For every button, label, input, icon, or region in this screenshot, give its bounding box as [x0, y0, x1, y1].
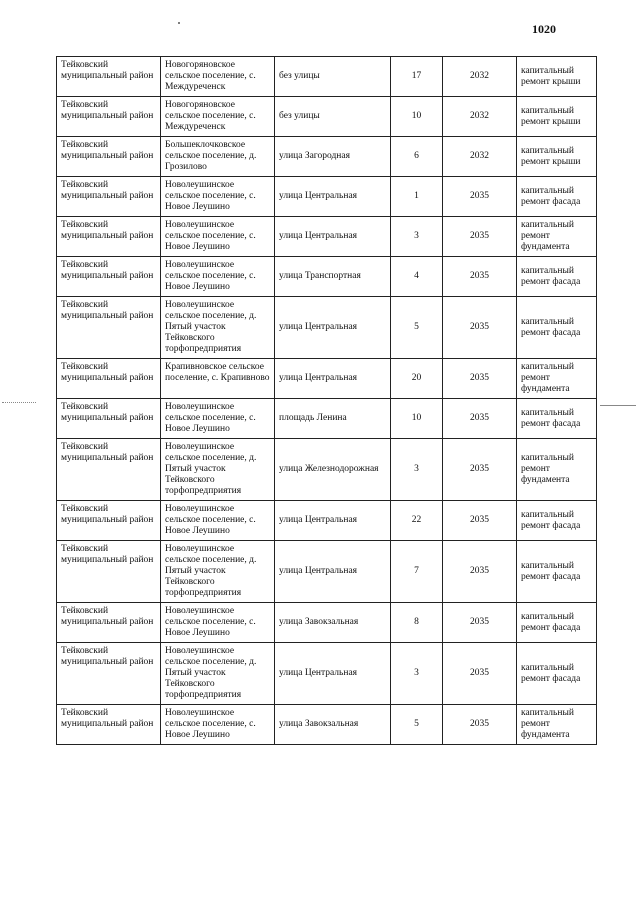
settlement-cell: Новолеушинское сельское поселение, с. Новое Леушино — [161, 217, 275, 257]
street-cell: улица Загородная — [275, 137, 391, 177]
year-cell: 2035 — [443, 705, 517, 745]
scan-margin-mark-left — [2, 402, 36, 403]
table-row — [57, 643, 597, 705]
year-cell: 2032 — [443, 137, 517, 177]
work-type-cell: капитальный ремонт фундамента — [517, 705, 597, 745]
building-count-cell: 1 — [391, 177, 443, 217]
table-row — [57, 399, 597, 439]
year-cell: 2035 — [443, 439, 517, 501]
work-type-cell: капитальный ремонт фасада — [517, 257, 597, 297]
year-cell: 2035 — [443, 643, 517, 705]
settlement-cell: Новолеушинское сельское поселение, с. Новое Леушино — [161, 603, 275, 643]
year-cell: 2032 — [443, 97, 517, 137]
year-cell: 2035 — [443, 177, 517, 217]
table-row — [57, 297, 597, 359]
street-cell: улица Завокзальная — [275, 603, 391, 643]
street-cell: площадь Ленина — [275, 399, 391, 439]
table-body — [57, 57, 597, 745]
street-cell: без улицы — [275, 97, 391, 137]
street-cell: улица Центральная — [275, 359, 391, 399]
street-cell: улица Центральная — [275, 541, 391, 603]
work-type-cell: капитальный ремонт крыши — [517, 57, 597, 97]
table-row — [57, 257, 597, 297]
building-count-cell: 3 — [391, 439, 443, 501]
street-cell: улица Транспортная — [275, 257, 391, 297]
building-count-cell: 10 — [391, 399, 443, 439]
work-type-cell: капитальный ремонт фасада — [517, 643, 597, 705]
page-number: 1020 — [532, 22, 556, 36]
settlement-cell: Новолеушинское сельское поселение, с. Новое Леушино — [161, 399, 275, 439]
district-cell: Тейковский муниципальный район — [57, 603, 161, 643]
district-cell: Тейковский муниципальный район — [57, 399, 161, 439]
settlement-cell: Новолеушинское сельское поселение, д. Пятый участок Тейковского торфопредприятия — [161, 541, 275, 603]
settlement-cell: Новолеушинское сельское поселение, д. Пятый участок Тейковского торфопредприятия — [161, 439, 275, 501]
work-type-cell: капитальный ремонт фасада — [517, 603, 597, 643]
year-cell: 2032 — [443, 57, 517, 97]
settlement-cell: Новогоряновское сельское поселение, с. Междуреченск — [161, 57, 275, 97]
district-cell: Тейковский муниципальный район — [57, 643, 161, 705]
year-cell: 2035 — [443, 501, 517, 541]
table-row — [57, 359, 597, 399]
district-cell: Тейковский муниципальный район — [57, 97, 161, 137]
year-cell: 2035 — [443, 603, 517, 643]
table-row — [57, 57, 597, 97]
work-type-cell: капитальный ремонт фасада — [517, 297, 597, 359]
building-count-cell: 5 — [391, 705, 443, 745]
street-cell: без улицы — [275, 57, 391, 97]
district-cell: Тейковский муниципальный район — [57, 57, 161, 97]
street-cell: улица Центральная — [275, 643, 391, 705]
building-count-cell: 3 — [391, 217, 443, 257]
street-cell: улица Центральная — [275, 297, 391, 359]
table-row — [57, 501, 597, 541]
settlement-cell: Новолеушинское сельское поселение, с. Новое Леушино — [161, 177, 275, 217]
settlement-cell: Новолеушинское сельское поселение, д. Пятый участок Тейковского торфопредприятия — [161, 297, 275, 359]
street-cell: улица Центральная — [275, 501, 391, 541]
building-count-cell: 20 — [391, 359, 443, 399]
district-cell: Тейковский муниципальный район — [57, 705, 161, 745]
settlement-cell: Новолеушинское сельское поселение, с. Новое Леушино — [161, 501, 275, 541]
table-row — [57, 137, 597, 177]
work-type-cell: капитальный ремонт фасада — [517, 399, 597, 439]
building-count-cell: 5 — [391, 297, 443, 359]
building-count-cell: 3 — [391, 643, 443, 705]
work-type-cell: капитальный ремонт фасада — [517, 177, 597, 217]
street-cell: улица Центральная — [275, 177, 391, 217]
street-cell: улица Завокзальная — [275, 705, 391, 745]
year-cell: 2035 — [443, 257, 517, 297]
settlement-cell: Новолеушинское сельское поселение, с. Новое Леушино — [161, 705, 275, 745]
work-type-cell: капитальный ремонт крыши — [517, 137, 597, 177]
scan-speck — [178, 22, 180, 24]
district-cell: Тейковский муниципальный район — [57, 217, 161, 257]
district-cell: Тейковский муниципальный район — [57, 541, 161, 603]
year-cell: 2035 — [443, 297, 517, 359]
year-cell: 2035 — [443, 217, 517, 257]
street-cell: улица Железнодорожная — [275, 439, 391, 501]
table-row — [57, 705, 597, 745]
work-type-cell: капитальный ремонт фасада — [517, 501, 597, 541]
building-count-cell: 8 — [391, 603, 443, 643]
work-type-cell: капитальный ремонт крыши — [517, 97, 597, 137]
work-type-cell: капитальный ремонт фундамента — [517, 217, 597, 257]
table-row — [57, 439, 597, 501]
district-cell: Тейковский муниципальный район — [57, 297, 161, 359]
year-cell: 2035 — [443, 541, 517, 603]
district-cell: Тейковский муниципальный район — [57, 177, 161, 217]
district-cell: Тейковский муниципальный район — [57, 359, 161, 399]
district-cell: Тейковский муниципальный район — [57, 501, 161, 541]
building-count-cell: 4 — [391, 257, 443, 297]
building-count-cell: 10 — [391, 97, 443, 137]
building-count-cell: 6 — [391, 137, 443, 177]
scan-margin-mark-right — [600, 405, 636, 406]
table-row — [57, 97, 597, 137]
table-row — [57, 177, 597, 217]
district-cell: Тейковский муниципальный район — [57, 137, 161, 177]
settlement-cell: Новогоряновское сельское поселение, с. Междуреченск — [161, 97, 275, 137]
building-count-cell: 17 — [391, 57, 443, 97]
work-type-cell: капитальный ремонт фундамента — [517, 439, 597, 501]
repair-schedule-table — [56, 56, 597, 745]
work-type-cell: капитальный ремонт фасада — [517, 541, 597, 603]
settlement-cell: Новолеушинское сельское поселение, д. Пятый участок Тейковского торфопредприятия — [161, 643, 275, 705]
settlement-cell: Крапивновское сельское поселение, с. Крапивново — [161, 359, 275, 399]
settlement-cell: Новолеушинское сельское поселение, с. Новое Леушино — [161, 257, 275, 297]
table-row — [57, 541, 597, 603]
table-row — [57, 603, 597, 643]
year-cell: 2035 — [443, 399, 517, 439]
year-cell: 2035 — [443, 359, 517, 399]
settlement-cell: Большеклочковское сельское поселение, д. Грозилово — [161, 137, 275, 177]
work-type-cell: капитальный ремонт фундамента — [517, 359, 597, 399]
table-row — [57, 217, 597, 257]
street-cell: улица Центральная — [275, 217, 391, 257]
building-count-cell: 22 — [391, 501, 443, 541]
district-cell: Тейковский муниципальный район — [57, 257, 161, 297]
building-count-cell: 7 — [391, 541, 443, 603]
district-cell: Тейковский муниципальный район — [57, 439, 161, 501]
